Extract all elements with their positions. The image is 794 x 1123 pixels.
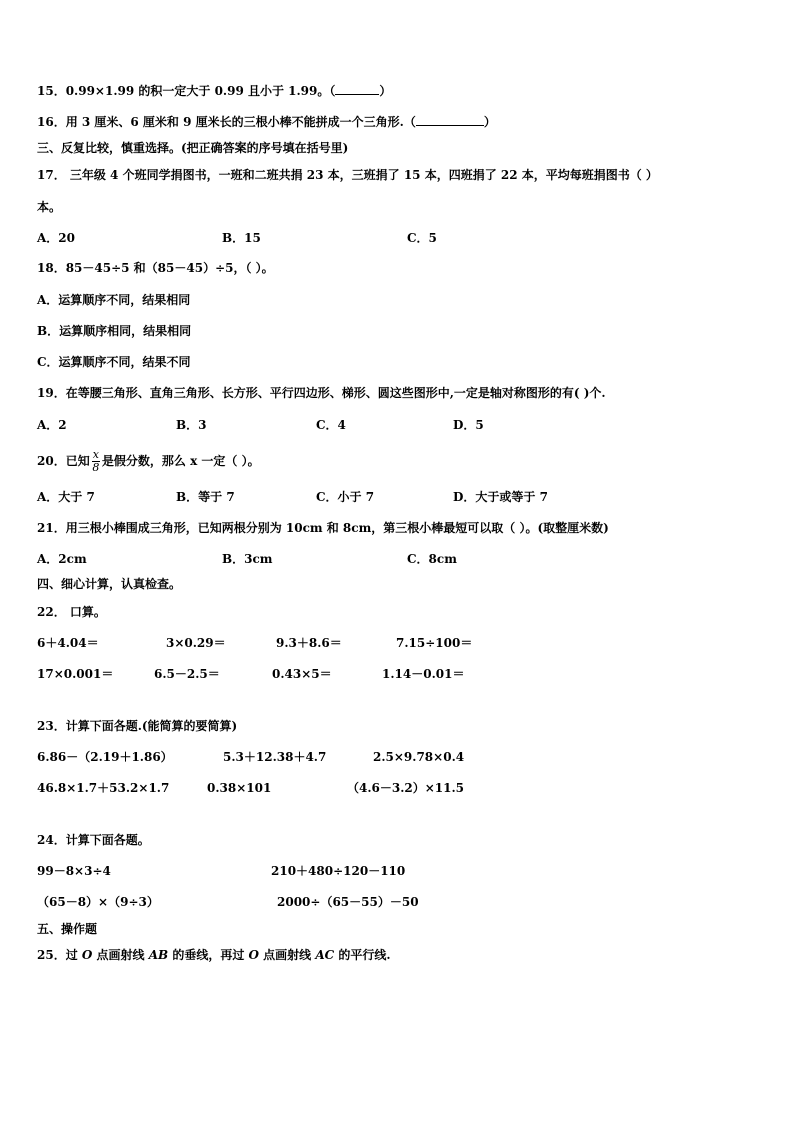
- q23-item: （4.6－3.2）×11.5: [347, 781, 465, 795]
- question-25: 25．过 O 点画射线 AB 的垂线，再过 O 点画射线 AC 的平行线.: [37, 948, 391, 962]
- q19-option-a[interactable]: A．2: [37, 418, 67, 432]
- question-22-title: 22． 口算。: [37, 605, 106, 619]
- q24-item: 99－8×3÷4: [37, 864, 111, 878]
- question-18: 18．85－45÷5 和（85－45）÷5，（ ）。: [37, 261, 274, 275]
- question-23-title: 23．计算下面各题.(能简算的要简算): [37, 719, 238, 733]
- q24-item: （65－8）×（9÷3）: [37, 895, 159, 909]
- q22-item: 1.14－0.01＝: [382, 667, 465, 681]
- q20-option-b[interactable]: B．等于 7: [176, 490, 235, 504]
- q21-option-a[interactable]: A．2cm: [37, 552, 87, 566]
- q22-item: 3×0.29＝: [166, 636, 226, 650]
- q22-item: 17×0.001＝: [37, 667, 114, 681]
- question-15: 15．0.99×1.99 的积一定大于 0.99 且小于 1.99。（ ）: [37, 84, 392, 98]
- q21-option-b[interactable]: B．3cm: [222, 552, 273, 566]
- q22-item: 9.3＋8.6＝: [276, 636, 342, 650]
- q18-option-c[interactable]: C．运算顺序不同，结果不同: [37, 355, 191, 369]
- question-21: 21．用三根小棒围成三角形，已知两根分别为 10cm 和 8cm，第三根小棒最短可以取（ ）。(取整厘米数): [37, 521, 609, 535]
- question-19: 19．在等腰三角形、直角三角形、长方形、平行四边形、梯形、圆这些图形中,一定是轴对称图形的有( )个.: [37, 386, 606, 400]
- answer-blank[interactable]: [416, 115, 484, 126]
- question-16: 16．用 3 厘米、6 厘米和 9 厘米长的三根小棒不能拼成一个三角形.（ ）: [37, 115, 496, 129]
- q21-option-c[interactable]: C．8cm: [407, 552, 457, 566]
- q18-option-b[interactable]: B．运算顺序相同，结果相同: [37, 324, 192, 338]
- q23-item: 0.38×101: [207, 781, 272, 795]
- q22-item: 6＋4.04＝: [37, 636, 99, 650]
- question-24-title: 24．计算下面各题。: [37, 833, 150, 847]
- q23-item: 6.86－（2.19＋1.86）: [37, 750, 173, 764]
- q20-option-c[interactable]: C．小于 7: [316, 490, 375, 504]
- section-5-heading: 五、操作题: [37, 922, 98, 936]
- q17-option-c[interactable]: C．5: [407, 231, 437, 245]
- q20-option-d[interactable]: D．大于或等于 7: [453, 490, 548, 504]
- q19-option-b[interactable]: B．3: [176, 418, 207, 432]
- q22-item: 6.5－2.5＝: [154, 667, 220, 681]
- q17-option-b[interactable]: B．15: [222, 231, 261, 245]
- q23-item: 2.5×9.78×0.4: [373, 750, 465, 764]
- fraction: $\frac{x}{8}$: [92, 448, 100, 474]
- q24-item: 210＋480÷120－110: [271, 864, 406, 878]
- q20-option-a[interactable]: A．大于 7: [37, 490, 95, 504]
- q24-item: 2000÷（65－55）－50: [277, 895, 419, 909]
- q23-item: 5.3＋12.38＋4.7: [223, 750, 327, 764]
- answer-blank[interactable]: [335, 84, 379, 95]
- question-20: 20．已知 $\frac{x}{8}$ 是假分数，那么 x 一定（ ）。: [37, 448, 260, 474]
- section-4-heading: 四、细心计算，认真检查。: [37, 577, 182, 591]
- question-17: 17． 三年级 4 个班同学捐图书，一班和二班共捐 23 本，三班捐了 15 本，四班捐了 22 本，平均每班捐图书（ ）: [37, 168, 658, 182]
- question-17-cont: 本。: [37, 200, 62, 214]
- q22-item: 7.15÷100＝: [396, 636, 473, 650]
- q19-option-d[interactable]: D．5: [453, 418, 484, 432]
- section-3-heading: 三、反复比较，慎重选择。(把正确答案的序号填在括号里): [37, 141, 349, 155]
- q22-item: 0.43×5＝: [272, 667, 332, 681]
- q19-option-c[interactable]: C．4: [316, 418, 346, 432]
- q18-option-a[interactable]: A．运算顺序不同，结果相同: [37, 293, 191, 307]
- q17-option-a[interactable]: A．20: [37, 231, 76, 245]
- q23-item: 46.8×1.7＋53.2×1.7: [37, 781, 170, 795]
